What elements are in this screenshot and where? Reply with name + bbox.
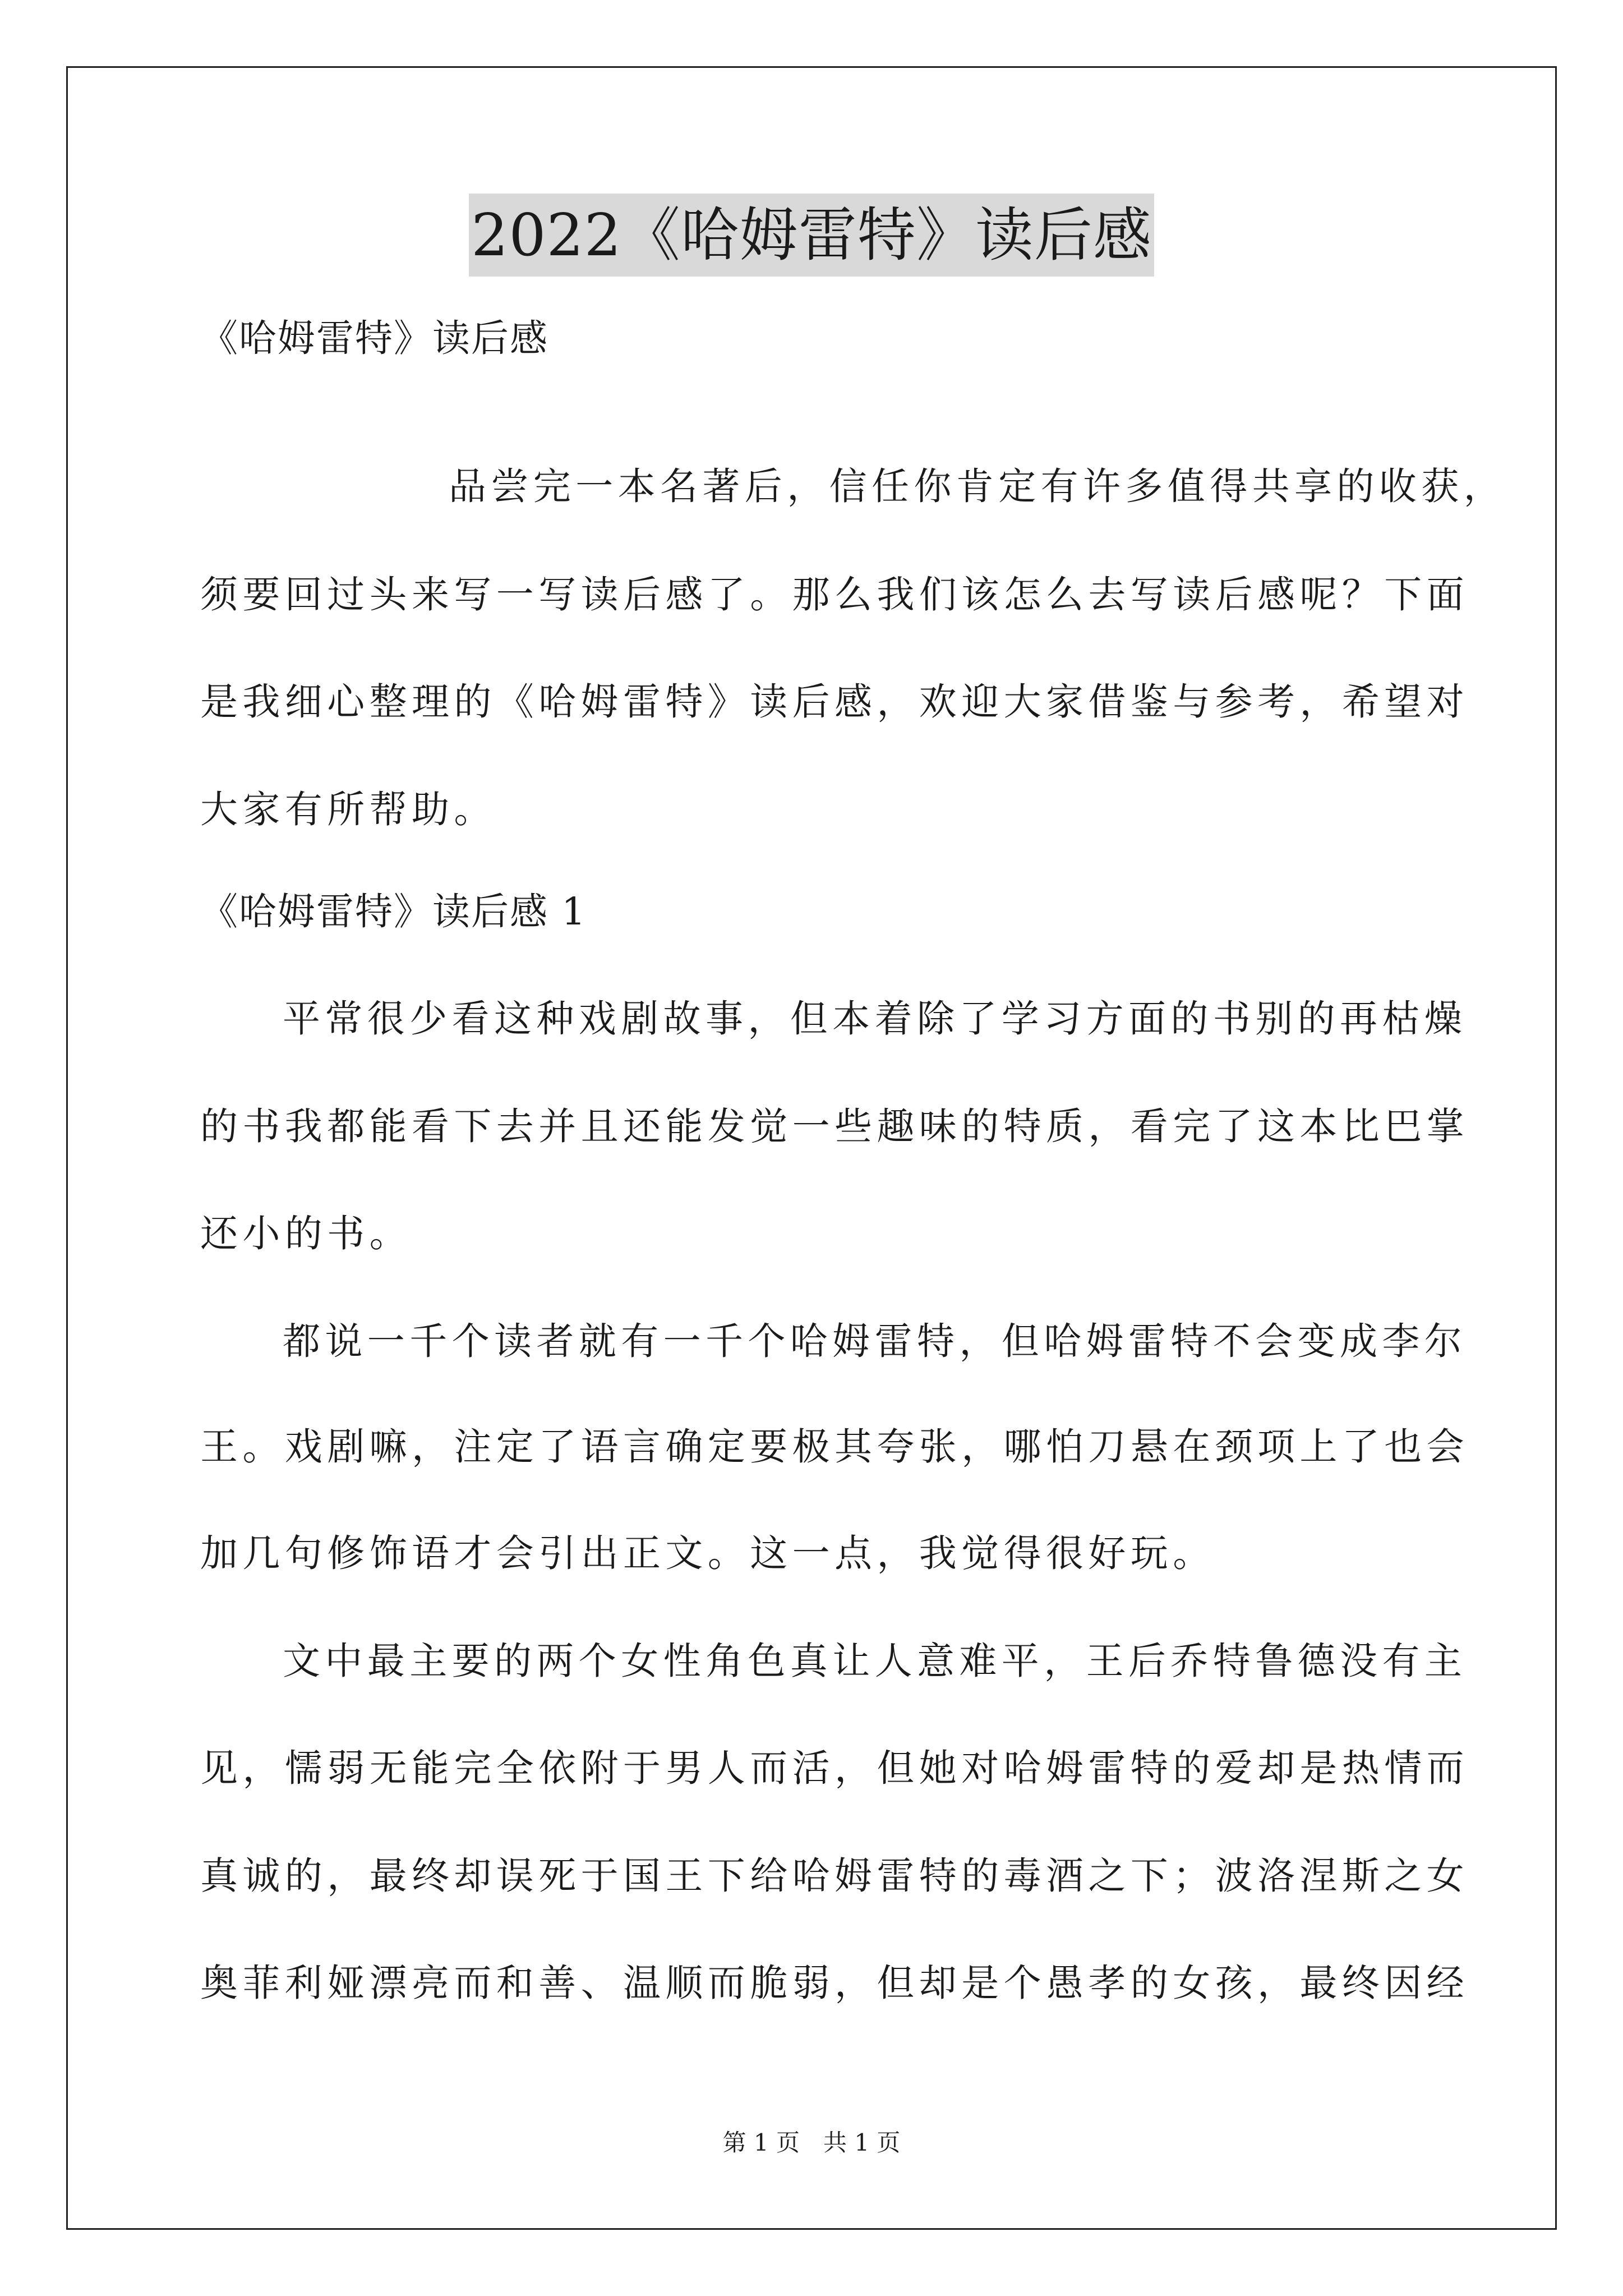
para3-line-4: 奥菲利娅漂亮而和善、温顺而脆弱，但却是个愚孝的女孩，最终因经 [200,1961,1469,2005]
para3-line-3: 真诚的，最终却误死于国王下给哈姆雷特的毒酒之下；波洛涅斯之女 [200,1854,1469,1898]
para2-line-1: 都说一千个读者就有一千个哈姆雷特，但哈姆雷特不会变成李尔 [283,1319,1467,1363]
intro-line-3: 是我细心整理的《哈姆雷特》读后感，欢迎大家借鉴与参考，希望对 [200,680,1469,724]
para2-line-2: 王。戏剧嘛，注定了语言确定要极其夸张，哪怕刀悬在颈项上了也会 [200,1425,1469,1469]
para2-line-3: 加几句修饰语才会引出正文。这一点，我觉得很好玩。 [200,1531,1215,1575]
para1-line-3: 还小的书。 [200,1212,412,1255]
intro-line-2: 须要回过头来写一写读后感了。那么我们该怎么去写读后感呢？下面 [200,573,1469,616]
para3-line-2: 见，懦弱无能完全依附于男人而活，但她对哈姆雷特的爱却是热情而 [200,1746,1469,1790]
page-footer: 第 1 页 共 1 页 [722,2129,901,2156]
intro-line-4: 大家有所帮助。 [200,788,496,831]
para1-line-1: 平常很少看这种戏剧故事，但本着除了学习方面的书别的再枯燥 [283,997,1467,1041]
title-container [0,194,1623,277]
para1-line-2: 的书我都能看下去并且还能发觉一些趣味的特质，看完了这本比巴掌 [200,1105,1469,1148]
intro-line-1: 品尝完一本名著后，信任你肯定有许多值得共享的收获， [449,464,1506,508]
document-title: 2022《哈姆雷特》读后感 [469,194,1154,277]
document-subtitle: 《哈姆雷特》读后感 [200,316,548,360]
section-heading: 《哈姆雷特》读后感 1 [200,890,587,933]
para3-line-1: 文中最主要的两个女性角色真让人意难平，王后乔特鲁德没有主 [283,1639,1467,1683]
